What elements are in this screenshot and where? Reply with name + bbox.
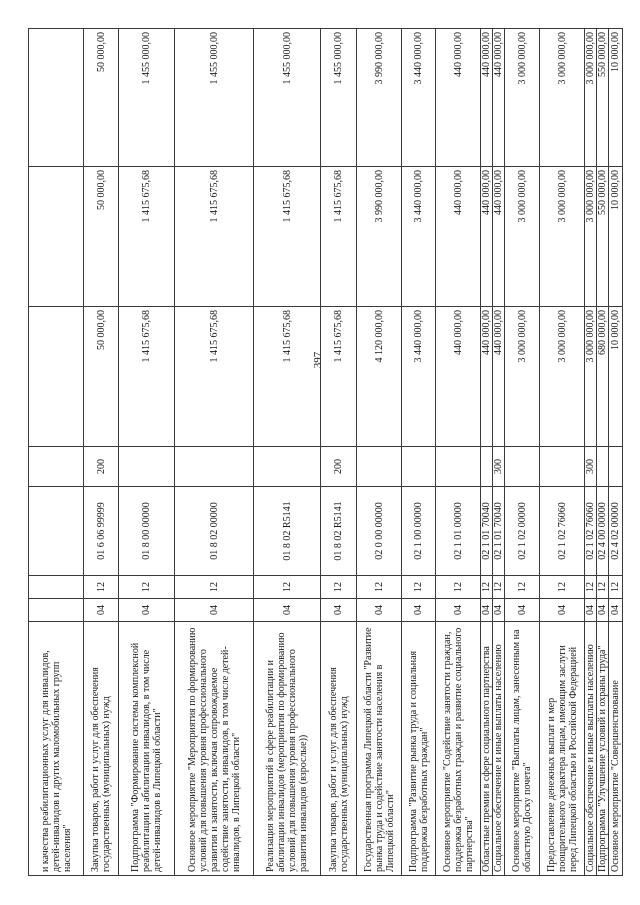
row-name: Подпрограмма "Формирование системы комплексной реабилитации и абилитации инвалидов, в том числе детей-инвалидов в Липецкой области" xyxy=(119,622,175,876)
amount-year-2: 3 000 000,00 xyxy=(585,167,597,307)
target-article-code: 02 1 02 76060 xyxy=(585,487,597,576)
amount-year-1: 440 000,00 xyxy=(481,307,493,447)
expense-type-code xyxy=(505,447,540,487)
amount-year-1: 1 415 675,68 xyxy=(175,307,254,447)
table-row xyxy=(540,29,585,876)
amount-year-1: 1 415 675,68 xyxy=(254,307,321,447)
subsection-code xyxy=(29,576,84,599)
section-code: 04 xyxy=(254,599,321,622)
amount-year-3 xyxy=(29,29,84,167)
target-article-code: 02 1 01 70040 xyxy=(493,487,505,576)
amount-year-1: 3 440 000,00 xyxy=(402,307,436,447)
expense-type-code xyxy=(597,447,609,487)
expense-type-code xyxy=(481,447,493,487)
amount-year-3: 1 455 000,00 xyxy=(254,29,321,167)
amount-year-1: 10 000,00 xyxy=(609,307,623,447)
target-article-code: 01 6 06 99999 xyxy=(84,487,119,576)
subsection-code: 12 xyxy=(540,576,585,599)
amount-year-2 xyxy=(29,167,84,307)
target-article-code: 02 4 02 00000 xyxy=(609,487,623,576)
table-row xyxy=(505,29,540,876)
section-code: 04 xyxy=(357,599,402,622)
table-row xyxy=(402,29,436,876)
target-article-code: 01 8 02 R5141 xyxy=(254,487,321,576)
target-article-code: 02 1 00 00000 xyxy=(402,487,436,576)
section-code: 04 xyxy=(436,599,481,622)
amount-year-2: 550 000,00 xyxy=(597,167,609,307)
amount-year-1: 440 000,00 xyxy=(493,307,505,447)
amount-year-1: 440 000,00 xyxy=(436,307,481,447)
expense-type-code xyxy=(609,447,623,487)
target-article-code: 02 0 00 00000 xyxy=(357,487,402,576)
amount-year-2: 440 000,00 xyxy=(493,167,505,307)
amount-year-2: 50 000,00 xyxy=(84,167,119,307)
amount-year-1 xyxy=(29,307,84,447)
table-row xyxy=(84,29,119,876)
expense-type-code xyxy=(175,447,254,487)
target-article-code: 02 1 02 76060 xyxy=(540,487,585,576)
section-code: 04 xyxy=(321,599,357,622)
target-article-code: 02 1 02 00000 xyxy=(505,487,540,576)
page-number: 397 xyxy=(312,351,324,369)
amount-year-2: 440 000,00 xyxy=(436,167,481,307)
amount-year-3: 1 455 000,00 xyxy=(175,29,254,167)
amount-year-1: 3 000 000,00 xyxy=(540,307,585,447)
target-article-code: 02 1 01 70040 xyxy=(481,487,493,576)
expense-type-code: 200 xyxy=(84,447,119,487)
table-row xyxy=(585,29,597,876)
row-name: Предоставление денежных выплат и мер поощрительного характера лицам, имеющим заслуги перед Липецкой областью и Российской Федерацией xyxy=(540,622,585,876)
row-name: Основное мероприятие "Совершенствование xyxy=(609,622,623,876)
subsection-code: 12 xyxy=(505,576,540,599)
subsection-code: 12 xyxy=(585,576,597,599)
amount-year-3: 3 000 000,00 xyxy=(540,29,585,167)
subsection-code: 12 xyxy=(402,576,436,599)
expense-type-code xyxy=(254,447,321,487)
expense-type-code xyxy=(357,447,402,487)
target-article-code: 01 8 00 00000 xyxy=(119,487,175,576)
table-row xyxy=(493,29,505,876)
amount-year-3: 3 990 000,00 xyxy=(357,29,402,167)
amount-year-2: 3 000 000,00 xyxy=(540,167,585,307)
subsection-code: 12 xyxy=(481,576,493,599)
expense-type-code: 300 xyxy=(493,447,505,487)
section-code: 04 xyxy=(119,599,175,622)
section-code: 04 xyxy=(540,599,585,622)
target-article-code: 02 1 01 00000 xyxy=(436,487,481,576)
table-row xyxy=(29,29,84,876)
subsection-code: 12 xyxy=(609,576,623,599)
target-article-code xyxy=(29,487,84,576)
amount-year-2: 440 000,00 xyxy=(481,167,493,307)
subsection-code: 12 xyxy=(597,576,609,599)
row-name: Социальное обеспечение и иные выплаты населению xyxy=(585,622,597,876)
amount-year-2: 3 990 000,00 xyxy=(357,167,402,307)
rotated-page-content xyxy=(28,29,621,876)
section-code: 04 xyxy=(609,599,623,622)
expense-type-code: 300 xyxy=(585,447,597,487)
amount-year-3: 440 000,00 xyxy=(481,29,493,167)
section-code: 04 xyxy=(597,599,609,622)
table-row xyxy=(481,29,493,876)
table-row xyxy=(357,29,402,876)
amount-year-2: 1 415 675,68 xyxy=(119,167,175,307)
section-code: 04 xyxy=(585,599,597,622)
expense-type-code xyxy=(402,447,436,487)
budget-table-frame xyxy=(28,29,621,876)
row-name: Государственная программа Липецкой области "Развитие рынка труда и содействие занятости населения в Липецкой области" xyxy=(357,622,402,876)
subsection-code: 12 xyxy=(254,576,321,599)
amount-year-3: 3 440 000,00 xyxy=(402,29,436,167)
row-name: и качества реабилитационных услуг для инвалидов, детей-инвалидов и других маломобильных групп населения" xyxy=(29,622,84,876)
subsection-code: 12 xyxy=(119,576,175,599)
subsection-code: 12 xyxy=(493,576,505,599)
row-name: Закупка товаров, работ и услуг для обеспечения государственных (муниципальных) нужд xyxy=(84,622,119,876)
section-code: 04 xyxy=(505,599,540,622)
amount-year-1: 680 000,00 xyxy=(597,307,609,447)
section-code: 04 xyxy=(493,599,505,622)
expense-type-code: 200 xyxy=(321,447,357,487)
expense-type-code xyxy=(29,447,84,487)
section-code: 04 xyxy=(175,599,254,622)
section-code: 04 xyxy=(84,599,119,622)
table-row xyxy=(119,29,175,876)
table-row xyxy=(609,29,623,876)
amount-year-1: 4 120 000,00 xyxy=(357,307,402,447)
amount-year-3: 10 000,00 xyxy=(609,29,623,167)
section-code xyxy=(29,599,84,622)
amount-year-2: 10 000,00 xyxy=(609,167,623,307)
amount-year-2: 1 415 675,68 xyxy=(254,167,321,307)
amount-year-3: 50 000,00 xyxy=(84,29,119,167)
amount-year-3: 1 455 000,00 xyxy=(119,29,175,167)
amount-year-2: 1 415 675,68 xyxy=(175,167,254,307)
amount-year-2: 3 440 000,00 xyxy=(402,167,436,307)
target-article-code: 02 4 00 00000 xyxy=(597,487,609,576)
target-article-code: 01 8 02 00000 xyxy=(175,487,254,576)
amount-year-3: 1 455 000,00 xyxy=(321,29,357,167)
subsection-code: 12 xyxy=(84,576,119,599)
amount-year-1: 3 000 000,00 xyxy=(505,307,540,447)
table-row xyxy=(436,29,481,876)
row-name: Социальное обеспечение и иные выплаты населению xyxy=(493,622,505,876)
row-name: Подпрограмма "Улучшение условий и охраны труда" xyxy=(597,622,609,876)
table-row xyxy=(254,29,321,876)
row-name: Основное мероприятие "Содействие занятости граждан, поддержка безработных граждан и развитие социального партнерства" xyxy=(436,622,481,876)
amount-year-3: 3 000 000,00 xyxy=(505,29,540,167)
amount-year-1: 3 000 000,00 xyxy=(585,307,597,447)
subsection-code: 12 xyxy=(357,576,402,599)
table-row xyxy=(597,29,609,876)
subsection-code: 12 xyxy=(436,576,481,599)
row-name: Закупка товаров, работ и услуг для обеспечения государственных (муниципальных) нужд xyxy=(321,622,357,876)
amount-year-1: 1 415 675,68 xyxy=(321,307,357,447)
section-code: 04 xyxy=(481,599,493,622)
amount-year-3: 440 000,00 xyxy=(436,29,481,167)
amount-year-1: 50 000,00 xyxy=(84,307,119,447)
expense-type-code xyxy=(119,447,175,487)
subsection-code: 12 xyxy=(175,576,254,599)
section-code: 04 xyxy=(402,599,436,622)
table-row xyxy=(321,29,357,876)
row-name: Реализация мероприятий в сфере реабилитации и абилитации инвалидов (мероприятия по формированию условий для повышения уровня профессионального развития инвалидов (взрослые)) xyxy=(254,622,321,876)
budget-table xyxy=(28,28,623,876)
amount-year-3: 3 000 000,00 xyxy=(585,29,597,167)
subsection-code: 12 xyxy=(321,576,357,599)
amount-year-3: 550 000,00 xyxy=(597,29,609,167)
expense-type-code xyxy=(436,447,481,487)
row-name: Подпрограмма "Развитие рынка труда и социальная поддержка безработных граждан" xyxy=(402,622,436,876)
amount-year-3: 440 000,00 xyxy=(493,29,505,167)
row-name: Основное мероприятие "Мероприятия по формированию условий для повышения уровня профессионального развития и занятости, включая сопровождаемое содействие занятости, инвалидов, в том числе детей-инвалидов, в Липецкой области" xyxy=(175,622,254,876)
target-article-code: 01 8 02 R5141 xyxy=(321,487,357,576)
row-name: Областные премии в сфере социального партнерства xyxy=(481,622,493,876)
row-name: Основное мероприятие "Выплаты лицам, занесенным на областную Доску почета" xyxy=(505,622,540,876)
amount-year-2: 1 415 675,68 xyxy=(321,167,357,307)
amount-year-2: 3 000 000,00 xyxy=(505,167,540,307)
table-row xyxy=(175,29,254,876)
expense-type-code xyxy=(540,447,585,487)
amount-year-1: 1 415 675,68 xyxy=(119,307,175,447)
